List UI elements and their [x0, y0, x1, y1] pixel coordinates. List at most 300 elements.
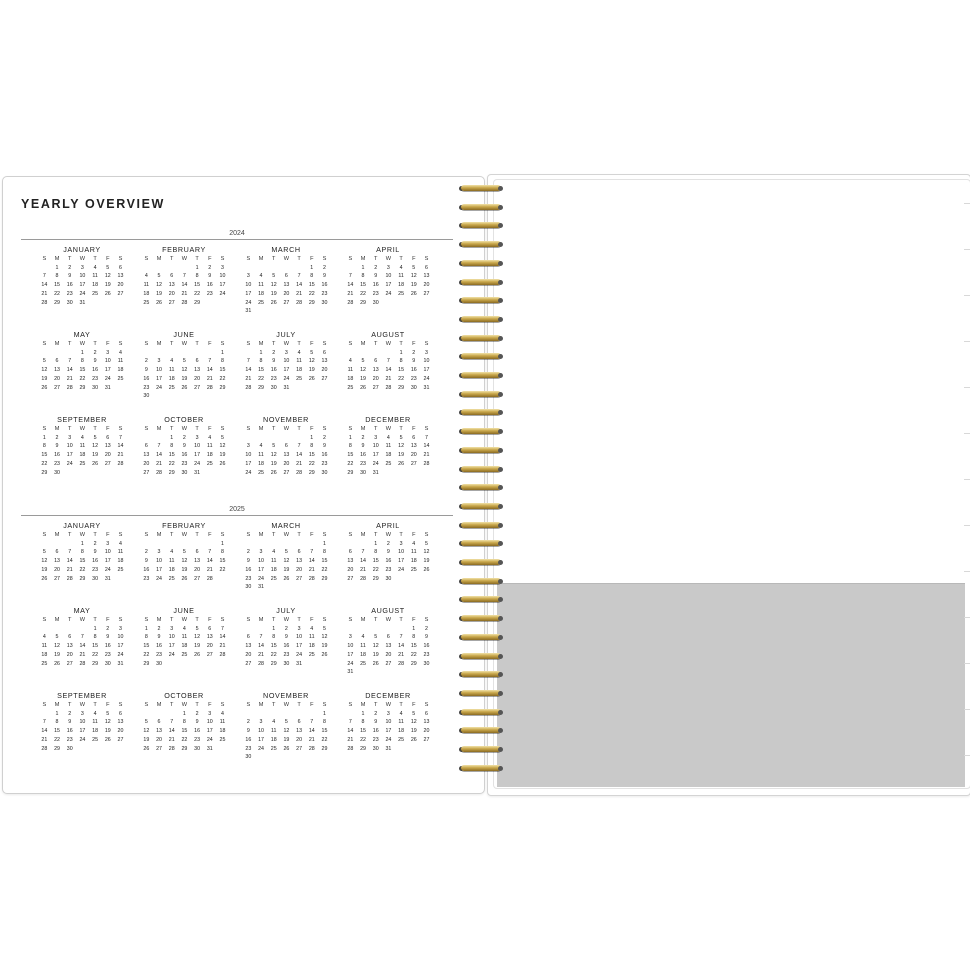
day-number: 12 [219, 443, 226, 450]
punch-hole [498, 205, 503, 210]
day-number: 24 [104, 375, 111, 382]
weekday-label: S [348, 341, 353, 347]
day-number: 11 [270, 558, 277, 565]
day-number: 27 [54, 575, 60, 582]
weekday-label: M [360, 256, 366, 262]
day-number: 24 [206, 736, 213, 743]
day-number: 2 [412, 349, 416, 356]
weekday-label: T [195, 426, 199, 432]
day-number: 15 [410, 643, 417, 650]
punch-hole [498, 710, 503, 715]
day-number: 12 [104, 719, 111, 726]
day-number: 26 [270, 469, 277, 476]
day-number: 19 [143, 736, 150, 743]
weekday-label: F [310, 256, 314, 262]
weekday-label: T [297, 426, 301, 432]
day-number: 11 [309, 634, 315, 641]
day-number: 30 [360, 469, 366, 476]
blank-day [63, 349, 76, 358]
day-number: 30 [423, 660, 430, 667]
day-number: 17 [423, 367, 430, 374]
spiral-ring [459, 446, 505, 455]
day-number: 28 [66, 384, 73, 391]
day-number: 8 [220, 549, 224, 556]
weekday-label: F [412, 532, 416, 538]
day-number: 16 [194, 728, 201, 735]
day-number: 13 [423, 719, 430, 726]
day-number: 12 [104, 273, 111, 280]
day-number: 15 [258, 367, 264, 374]
day-number: 14 [308, 728, 315, 735]
day-number: 25 [258, 469, 264, 476]
weekday-label: S [42, 256, 47, 262]
day-number: 29 [321, 575, 328, 582]
day-number: 19 [308, 367, 315, 374]
day-number: 27 [385, 660, 392, 667]
day-number: 20 [194, 566, 201, 573]
weekday-label: M [54, 702, 60, 708]
weekday-label: S [42, 532, 47, 538]
day-number: 9 [284, 634, 288, 641]
day-number: 28 [360, 575, 366, 582]
day-number: 15 [308, 452, 315, 459]
day-number: 27 [156, 745, 162, 752]
month-name: JANUARY [63, 521, 101, 530]
day-number: 11 [207, 443, 213, 450]
day-number: 20 [143, 460, 150, 467]
day-number: 6 [106, 434, 110, 441]
weekday-label: S [144, 341, 149, 347]
day-number: 23 [104, 651, 111, 658]
day-number: 26 [143, 745, 150, 752]
day-number: 29 [219, 384, 226, 391]
weekday-label: S [118, 256, 123, 262]
weekday-label: F [106, 341, 110, 347]
day-number: 25 [79, 460, 86, 467]
blank-day [344, 264, 357, 273]
blank-day [242, 349, 255, 358]
day-number: 18 [360, 651, 366, 658]
day-number: 8 [93, 634, 97, 641]
day-number: 1 [80, 349, 84, 356]
blank-day [267, 710, 280, 719]
day-number: 2 [195, 710, 199, 717]
day-number: 3 [259, 549, 263, 556]
day-number: 29 [168, 469, 175, 476]
day-number: 12 [410, 719, 417, 726]
weekday-label: W [385, 256, 392, 262]
day-number: 19 [219, 452, 226, 459]
day-number: 23 [143, 575, 150, 582]
blank-day [357, 349, 370, 358]
day-number: 23 [66, 736, 73, 743]
day-number: 15 [41, 452, 48, 459]
day-number: 9 [182, 443, 186, 450]
coil-wire [461, 372, 501, 378]
day-number: 14 [156, 452, 162, 459]
day-number: 14 [79, 643, 86, 650]
day-number: 15 [194, 282, 201, 289]
day-number: 3 [80, 264, 84, 271]
day-number: 6 [208, 625, 212, 632]
day-number: 24 [398, 566, 405, 573]
punch-hole [498, 635, 503, 640]
day-number: 5 [322, 625, 326, 632]
day-number: 2 [284, 625, 288, 632]
day-number: 27 [410, 460, 417, 467]
day-number: 16 [181, 452, 188, 459]
blank-day [369, 625, 382, 634]
day-number: 3 [386, 710, 390, 717]
day-number: 9 [144, 367, 148, 374]
day-number: 8 [310, 443, 314, 450]
day-number: 25 [410, 566, 417, 573]
day-number: 20 [283, 460, 290, 467]
weekday-label: T [93, 617, 97, 623]
day-number: 30 [245, 584, 252, 591]
day-number: 26 [410, 290, 417, 297]
day-number: 6 [424, 710, 428, 717]
day-number: 18 [92, 728, 99, 735]
day-number: 17 [117, 643, 124, 650]
day-number: 19 [283, 736, 290, 743]
month-january [21, 245, 123, 330]
month-name: FEBRUARY [162, 521, 206, 530]
weekday-label: S [220, 532, 225, 538]
day-number: 25 [41, 660, 48, 667]
day-number: 8 [322, 719, 326, 726]
day-number: 7 [399, 634, 403, 641]
day-number: 5 [144, 719, 148, 726]
weekday-label: S [348, 532, 353, 538]
day-number: 12 [398, 443, 405, 450]
day-number: 23 [92, 375, 99, 382]
blank-day [395, 625, 408, 634]
day-number: 24 [79, 736, 86, 743]
day-number: 31 [194, 469, 201, 476]
day-number: 18 [258, 290, 264, 297]
day-number: 18 [398, 282, 405, 289]
day-number: 11 [360, 643, 366, 650]
day-number: 18 [219, 728, 226, 735]
day-number: 9 [68, 719, 72, 726]
day-number: 29 [54, 299, 60, 306]
day-number: 27 [321, 375, 328, 382]
day-number: 21 [423, 452, 430, 459]
day-number: 22 [321, 566, 328, 573]
day-number: 6 [284, 273, 288, 280]
month-days-grid [38, 255, 123, 307]
day-number: 15 [308, 282, 315, 289]
day-number: 19 [181, 375, 188, 382]
day-number: 22 [79, 375, 86, 382]
day-number: 2 [68, 264, 72, 271]
day-number: 26 [360, 384, 366, 391]
day-number: 22 [308, 460, 315, 467]
day-number: 22 [219, 375, 226, 382]
blank-day [242, 264, 255, 273]
folder-pocket[interactable] [497, 583, 965, 787]
blank-day [344, 540, 357, 549]
blank-day [293, 710, 306, 719]
weekday-label: W [79, 426, 86, 432]
weekday-label: T [399, 617, 403, 623]
day-number: 6 [297, 549, 301, 556]
month-days-grid [38, 616, 123, 668]
day-number: 5 [361, 358, 365, 365]
day-number: 7 [348, 273, 352, 280]
day-number: 15 [219, 367, 226, 374]
punch-hole [498, 429, 503, 434]
day-number: 21 [66, 375, 73, 382]
day-number: 4 [386, 434, 390, 441]
day-number: 1 [220, 349, 224, 356]
day-number: 29 [360, 745, 366, 752]
day-number: 26 [423, 566, 430, 573]
day-number: 4 [348, 358, 352, 365]
day-number: 11 [398, 273, 404, 280]
coil-wire [461, 615, 501, 621]
day-number: 26 [283, 745, 290, 752]
day-number: 1 [195, 264, 199, 271]
day-number: 18 [181, 643, 188, 650]
day-number: 25 [92, 290, 99, 297]
weekday-label: T [297, 341, 301, 347]
spiral-ring [459, 296, 505, 305]
day-number: 27 [206, 651, 213, 658]
day-number: 7 [208, 358, 212, 365]
month-name: DECEMBER [365, 691, 411, 700]
weekday-label: F [208, 532, 212, 538]
tab-mark [964, 249, 970, 250]
weekday-label: S [424, 702, 429, 708]
coil-wire [461, 335, 501, 341]
blank-day [140, 540, 153, 549]
month-january [21, 521, 123, 606]
weekday-label: T [374, 341, 378, 347]
day-number: 12 [372, 643, 379, 650]
day-number: 18 [79, 452, 86, 459]
day-number: 4 [399, 710, 403, 717]
day-number: 7 [297, 443, 301, 450]
day-number: 10 [347, 643, 354, 650]
spiral-ring [459, 427, 505, 436]
coil-wire [461, 391, 501, 397]
month-august [327, 606, 429, 691]
blank-day [165, 349, 178, 358]
day-number: 4 [118, 349, 122, 356]
punch-hole [498, 560, 503, 565]
day-number: 1 [399, 349, 403, 356]
day-number: 29 [143, 660, 150, 667]
weekday-label: S [424, 532, 429, 538]
weekday-label: W [385, 341, 392, 347]
day-number: 9 [55, 443, 59, 450]
weekday-label: T [195, 341, 199, 347]
blank-day [51, 625, 64, 634]
day-number: 29 [308, 299, 315, 306]
blank-day [38, 625, 51, 634]
day-number: 19 [270, 460, 277, 467]
day-number: 27 [168, 299, 175, 306]
day-number: 26 [219, 460, 226, 467]
day-number: 18 [398, 728, 405, 735]
day-number: 30 [92, 575, 99, 582]
weekday-label: T [170, 256, 174, 262]
day-number: 15 [360, 282, 366, 289]
day-number: 7 [361, 549, 365, 556]
day-number: 11 [270, 728, 277, 735]
spiral-ring [459, 595, 505, 604]
weekday-label: M [258, 341, 264, 347]
punch-hole [498, 766, 503, 771]
day-number: 3 [106, 540, 110, 547]
weekday-label: T [93, 341, 97, 347]
month-september [21, 691, 123, 776]
day-number: 20 [372, 375, 379, 382]
day-number: 17 [296, 643, 303, 650]
day-number: 7 [310, 549, 314, 556]
day-number: 28 [347, 299, 354, 306]
day-number: 19 [410, 728, 417, 735]
day-number: 14 [181, 282, 188, 289]
spiral-ring [459, 764, 505, 773]
year-label: 2025 [229, 506, 245, 513]
day-number: 15 [219, 558, 226, 565]
blank-day [344, 710, 357, 719]
weekday-label: T [68, 702, 72, 708]
day-number: 29 [347, 469, 354, 476]
spiral-ring [459, 652, 505, 661]
weekday-label: M [156, 426, 162, 432]
day-number: 29 [270, 660, 277, 667]
day-number: 30 [372, 299, 379, 306]
day-number: 31 [347, 669, 354, 676]
month-february [123, 521, 225, 606]
coil-wire [461, 522, 501, 528]
day-number: 31 [117, 660, 124, 667]
month-days-grid [344, 701, 429, 753]
blank-day [140, 710, 153, 719]
punch-hole [498, 298, 503, 303]
day-number: 17 [245, 460, 252, 467]
coil-wire [461, 409, 501, 415]
day-number: 9 [93, 358, 97, 365]
coil-wire [461, 279, 501, 285]
day-number: 3 [208, 710, 212, 717]
day-number: 5 [412, 710, 416, 717]
day-number: 27 [143, 469, 150, 476]
day-number: 21 [41, 736, 48, 743]
coil-wire [461, 596, 501, 602]
day-number: 29 [398, 384, 405, 391]
day-number: 18 [168, 566, 175, 573]
day-number: 18 [270, 566, 277, 573]
day-number: 6 [118, 710, 122, 717]
coil-wire [461, 204, 501, 210]
day-number: 10 [372, 443, 379, 450]
day-number: 17 [219, 282, 226, 289]
day-number: 17 [283, 367, 290, 374]
weekday-label: M [258, 532, 264, 538]
day-number: 4 [93, 710, 97, 717]
month-name: APRIL [376, 245, 400, 254]
day-number: 22 [360, 736, 366, 743]
day-number: 30 [283, 660, 290, 667]
day-number: 1 [272, 625, 276, 632]
day-number: 28 [385, 384, 392, 391]
day-number: 23 [372, 290, 379, 297]
punch-hole [498, 728, 503, 733]
weekday-label: M [360, 426, 366, 432]
weekday-label: M [156, 256, 162, 262]
day-number: 10 [79, 273, 86, 280]
spiral-ring [459, 745, 505, 754]
day-number: 30 [66, 299, 73, 306]
weekday-label: T [170, 341, 174, 347]
day-number: 5 [284, 549, 288, 556]
month-days-grid [140, 616, 225, 668]
punch-hole [498, 747, 503, 752]
weekday-label: T [399, 256, 403, 262]
weekday-label: S [42, 426, 47, 432]
day-number: 30 [66, 745, 73, 752]
day-number: 28 [219, 651, 226, 658]
day-number: 10 [66, 443, 73, 450]
coil-wire [461, 353, 501, 359]
blank-day [344, 625, 357, 634]
day-number: 31 [423, 384, 430, 391]
day-number: 2 [208, 264, 212, 271]
blank-day [382, 349, 395, 358]
weekday-label: F [106, 256, 110, 262]
day-number: 25 [385, 460, 392, 467]
day-number: 23 [54, 460, 60, 467]
day-number: 11 [411, 549, 417, 556]
weekday-label: S [348, 426, 353, 432]
day-number: 15 [79, 367, 86, 374]
day-number: 13 [104, 443, 111, 450]
day-number: 2 [374, 264, 378, 271]
day-number: 26 [398, 460, 405, 467]
day-number: 9 [374, 273, 378, 280]
spiral-ring [459, 315, 505, 324]
day-number: 13 [385, 643, 392, 650]
day-number: 25 [347, 384, 354, 391]
day-number: 5 [272, 443, 276, 450]
day-number: 25 [219, 736, 226, 743]
day-number: 25 [360, 660, 366, 667]
day-number: 2 [68, 710, 72, 717]
day-number: 15 [321, 558, 328, 565]
blank-day [255, 434, 268, 443]
day-number: 26 [270, 299, 277, 306]
weekday-label: M [258, 702, 264, 708]
month-december [327, 415, 429, 500]
day-number: 20 [156, 736, 162, 743]
day-number: 15 [168, 452, 175, 459]
day-number: 2 [144, 358, 148, 365]
coil-wire [461, 447, 501, 453]
day-number: 31 [79, 299, 86, 306]
weekday-label: W [283, 341, 290, 347]
day-number: 13 [156, 728, 162, 735]
day-number: 10 [258, 558, 264, 565]
day-number: 4 [182, 625, 186, 632]
day-number: 9 [412, 358, 416, 365]
day-number: 19 [321, 643, 328, 650]
day-number: 2 [246, 549, 250, 556]
